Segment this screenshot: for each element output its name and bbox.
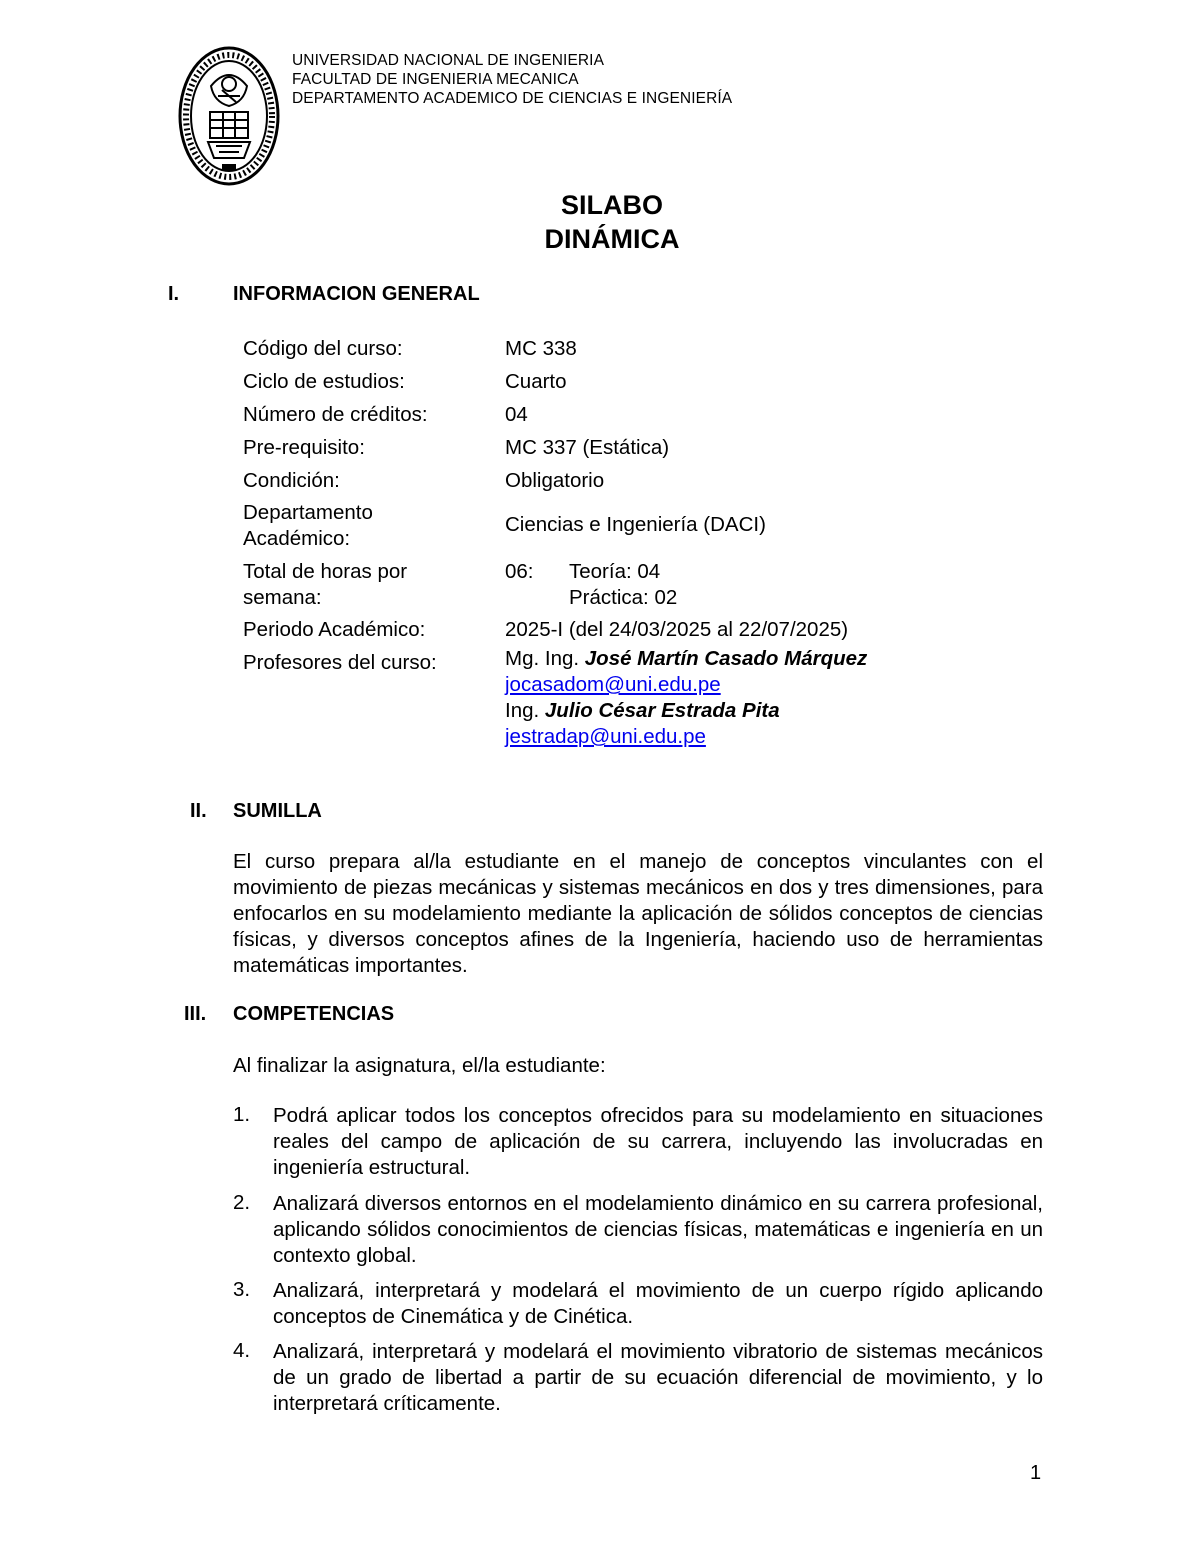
title-line-course: DINÁMICA [544, 224, 680, 254]
condicion-label: Condición: [243, 469, 340, 492]
section-2-number: II. [190, 800, 207, 822]
horas-label-line1: Total de horas por [243, 560, 408, 583]
competencia-3-number: 3. [233, 1278, 251, 1301]
title-line-silabo: SILABO [560, 190, 663, 220]
periodo-label: Periodo Académico: [243, 618, 426, 641]
departamento-value: Ciencias e Ingeniería (DACI) [505, 513, 766, 536]
page-number: 1 [1030, 1462, 1042, 1484]
profesor-2 [505, 698, 1065, 724]
competencia-4-text: Analizará, interpretará y modelará el movimiento vibratorio de sistemas mecánicos de un grado de libertad a partir de su ecuación diferencial de movimiento, y lo interpretará críticamente. [273, 1340, 1043, 1415]
section-3-title: COMPETENCIAS [233, 1003, 395, 1025]
competencias-intro: Al finalizar la asignatura, el/la estudiante: [233, 1054, 606, 1077]
faculty-name: FACULTAD DE INGENIERIA MECANICA [292, 71, 579, 88]
competencia-1-number: 1. [233, 1103, 251, 1126]
periodo-value: 2025-I (del 24/03/2025 al 22/07/2025) [505, 618, 849, 641]
competencia-3-text: Analizará, interpretará y modelará el movimiento de un cuerpo rígido aplicando conceptos de Cinemática y de Cinética. [273, 1279, 1043, 1328]
section-1-title: INFORMACION GENERAL [233, 283, 480, 305]
horas-teoria: Teoría: 04 [569, 560, 661, 583]
horas-practica: Práctica: 02 [569, 586, 678, 609]
competencia-2-text: Analizará diversos entornos en el modelamiento dinámico en su carrera profesional, aplicando sólidos conocimientos de ciencias físicas, matemáticas e ingeniería en un contexto global. [273, 1192, 1043, 1267]
institution-header [292, 51, 732, 108]
document-title [0, 188, 1200, 256]
horas-total: 06: [505, 560, 534, 583]
profesor-1-email-link[interactable]: jocasadom@uni.edu.pe [505, 673, 721, 696]
sumilla-paragraph: El curso prepara al/la estudiante en el manejo de conceptos vinculantes con el movimiento de piezas mecánicas y sistemas mecánicos en dos y tres dimensiones, para enfocarlos en su modelamiento mediante la aplicación de sólidos conceptos de ciencias físicas, y diversos conceptos afines de la Ingeniería, haciendo uso de herramientas matemáticas importantes. [233, 850, 1043, 977]
ciclo-label: Ciclo de estudios: [243, 370, 405, 393]
section-2-title: SUMILLA [233, 800, 322, 822]
prerequisito-value: MC 337 (Estática) [505, 436, 670, 459]
creditos-label: Número de créditos: [243, 403, 428, 426]
competencia-1-text: Podrá aplicar todos los conceptos ofrecidos para su modelamiento en situaciones reales del campo de aplicación de su carrera, incluyendo las involucradas en ingeniería estructural. [273, 1104, 1043, 1179]
department-name: DEPARTAMENTO ACADEMICO DE CIENCIAS E INGENIERÍA [292, 90, 733, 107]
ciclo-value: Cuarto [505, 370, 567, 393]
section-3-number: III. [184, 1003, 207, 1025]
profesor-2-email-link[interactable]: jestradap@uni.edu.pe [505, 725, 706, 748]
profesores-list [505, 646, 1065, 750]
condicion-value: Obligatorio [505, 469, 605, 492]
profesor-1 [505, 646, 1065, 672]
section-1-number: I. [168, 283, 180, 305]
profesor-2-title: Ing. [505, 699, 540, 722]
codigo-label: Código del curso: [243, 337, 403, 360]
university-name: UNIVERSIDAD NACIONAL DE INGENIERIA [292, 52, 605, 69]
competencia-2-number: 2. [233, 1191, 251, 1214]
profesor-2-name: Julio César Estrada Pita [544, 699, 780, 722]
departamento-label-line1: Departamento [243, 501, 373, 524]
codigo-value: MC 338 [505, 337, 577, 360]
horas-label [243, 559, 483, 611]
departamento-label-line2: Académico: [243, 527, 351, 550]
competencia-4-number: 4. [233, 1339, 251, 1362]
profesores-label: Profesores del curso: [243, 651, 437, 674]
horas-label-line2: semana: [243, 586, 322, 609]
profesor-1-name: José Martín Casado Márquez [584, 647, 868, 670]
departamento-label [243, 500, 483, 552]
creditos-value: 04 [505, 403, 528, 426]
university-seal-logo [178, 46, 280, 186]
prerequisito-label: Pre-requisito: [243, 436, 365, 459]
profesor-1-title: Mg. Ing. [505, 647, 580, 670]
